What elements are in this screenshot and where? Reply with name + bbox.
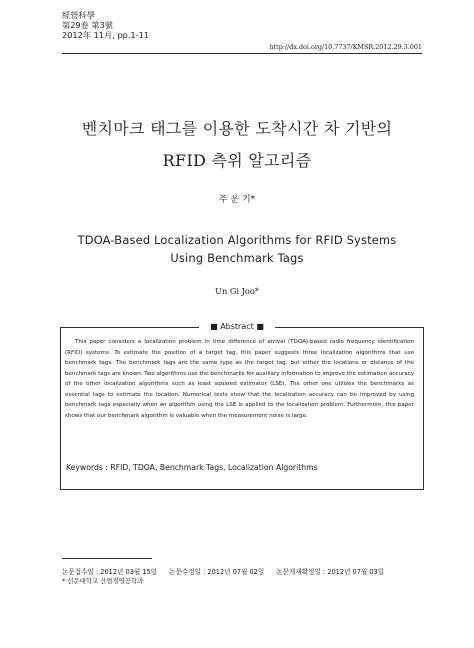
korean-title: [0, 113, 474, 177]
abstract-box-bottom: [60, 489, 424, 490]
english-author: Un Gi Joo*: [215, 286, 259, 296]
korean-title-line2: RFID 측위 알고리즘: [162, 151, 312, 170]
header-rule: [62, 53, 422, 54]
footnote-rule: [62, 558, 152, 559]
received-date: 논문접수일 : 2012년 03월 15일: [62, 568, 158, 576]
abstract-header: [60, 321, 424, 333]
date-pages: 2012年 11月, pp.1-11: [62, 30, 150, 40]
revised-date: 논문수정일 : 2012년 07월 02일: [169, 568, 265, 576]
author-affiliation: * 선문대학교 산업경영공학과: [62, 577, 144, 585]
abstract-rule-right: [275, 327, 424, 328]
abstract-label-text: Abstract: [220, 322, 254, 331]
korean-author: 주 운 기*: [218, 195, 256, 205]
abstract-text: This paper considers a localization problem in time difference of arrival (TDOA)-based radio frequency identification (RFID) systems. To estimate the position of a target tag, this paper suggests three localization algorithms that use benchmark tags. The benchmark tags are the same type as the target tag, but either the locations or distance of the benchmark tags are known. Two algorithms use the benchmarks for auxiliary information to improve the estimation accuracy of the other localization algorithms such as least squared estimator (LSE). The other one utilizes the benchmarks as essential tags to estimate the location. Numerical tests show that the localization accuracy can be improved by using benchmark tags especially when an algorithm using the LSE is applied to the localization problem. Furthermore, this paper shows that our benchmark algorithm is valuable when the measurement noise is large.: [65, 339, 414, 419]
abstract-box-right: [423, 327, 424, 489]
korean-title-line1: 벤치마크 태그를 이용한 도착시간 차 기반의: [81, 119, 393, 138]
keywords: Keywords : RFID, TDOA, Benchmark Tags, Localization Algorithms: [66, 463, 318, 472]
english-title-line1: TDOA-Based Localization Algorithms for RFID Systems: [77, 233, 397, 247]
abstract-rule-left: [60, 327, 199, 328]
journal-info: [62, 10, 149, 40]
journal-name: 經營科學: [62, 10, 95, 20]
abstract-label: ■ Abstract ■: [210, 322, 264, 331]
doi-link[interactable]: http://dx.doi.org/10.7737/KMSR.2012.29.3.001: [269, 43, 422, 51]
submission-dates: [62, 566, 384, 576]
abstract-box-left: [60, 327, 61, 489]
english-title: [0, 231, 474, 267]
volume-issue: 第29卷 第3號: [62, 20, 113, 30]
accepted-date: 논문게재확정일 : 2012년 07월 03일: [276, 568, 385, 576]
english-title-line2: Using Benchmark Tags: [170, 251, 304, 265]
